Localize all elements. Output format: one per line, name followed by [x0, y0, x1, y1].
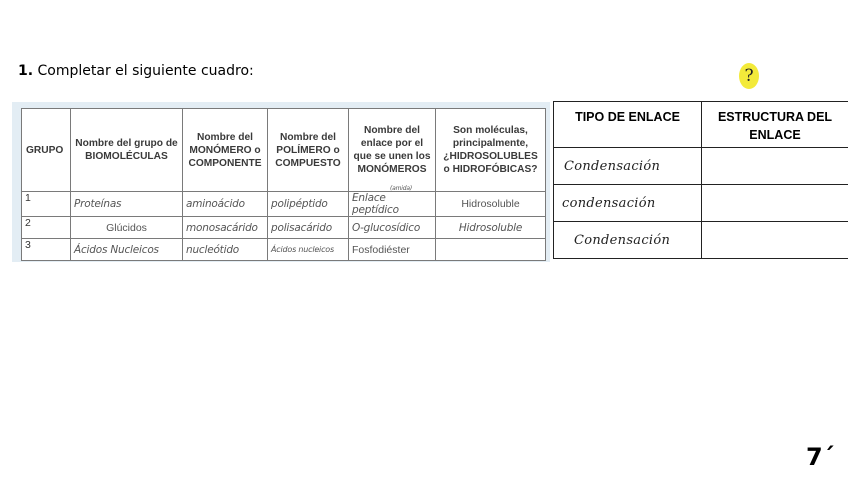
solubilidad-cell: Hidrosoluble: [436, 217, 546, 239]
biomoleculas-cell: Proteínas: [71, 192, 183, 217]
header-estructura-enlace: ESTRUCTURA DEL ENLACE: [702, 102, 848, 148]
table-row: [554, 222, 848, 259]
enlace-note: (amida): [390, 185, 412, 192]
estructura-cell: [702, 185, 848, 222]
header-tipo-enlace: TIPO DE ENLACE: [554, 102, 702, 148]
polimero-cell: polipéptido: [268, 192, 349, 217]
tipo-cell: Condensación: [554, 148, 702, 185]
tipo-cell: Condensación: [554, 222, 702, 259]
table-row: [554, 148, 848, 185]
biomoleculas-cell: Ácidos Nucleicos: [71, 239, 183, 261]
enlace-text: Enlace peptídico: [352, 192, 399, 216]
biomolecules-table: [21, 108, 546, 261]
header-row: [554, 102, 848, 148]
table-row: [22, 239, 546, 261]
estructura-cell: [702, 222, 848, 259]
estructura-cell: [702, 148, 848, 185]
header-solubilidad: Son moléculas, principalmente, ¿HIDROSOLUBLES o HIDROFÓBICAS?: [436, 109, 546, 192]
enlace-cell: O-glucosídico: [349, 217, 436, 239]
question-mark-icon: ?: [739, 63, 759, 89]
biomoleculas-cell: Glúcidos: [71, 217, 183, 239]
tipo-cell: condensación: [554, 185, 702, 222]
monomero-cell: aminoácido: [183, 192, 268, 217]
enlace-cell: Fosfodiéster: [349, 239, 436, 261]
polimero-cell: polisacárido: [268, 217, 349, 239]
table-row: [22, 192, 546, 217]
solubilidad-cell: [436, 239, 546, 261]
bond-table: [553, 101, 848, 259]
table-row: [554, 185, 848, 222]
instruction-number: 1.: [18, 63, 34, 79]
table-row: [22, 217, 546, 239]
header-grupo: GRUPO: [22, 109, 71, 192]
instruction: [18, 63, 254, 79]
monomero-cell: monosacárido: [183, 217, 268, 239]
monomero-cell: nucleótido: [183, 239, 268, 261]
solubilidad-cell: Hidrosoluble: [436, 192, 546, 217]
grupo-cell: 1: [22, 192, 71, 217]
instruction-text: Completar el siguiente cuadro:: [37, 63, 254, 79]
grupo-cell: 3: [22, 239, 71, 261]
header-monomero: Nombre del MONÓMERO o COMPONENTE: [183, 109, 268, 192]
score-mark: 7´: [806, 443, 835, 471]
grupo-cell: 2: [22, 217, 71, 239]
header-polimero: Nombre del POLÍMERO o COMPUESTO: [268, 109, 349, 192]
enlace-cell: [349, 185, 436, 217]
header-enlace: Nombre del enlace por el que se unen los MONÓMEROS: [349, 109, 436, 192]
header-row: [22, 109, 546, 192]
polimero-cell: Ácidos nucleicos: [268, 239, 349, 261]
biomolecules-table-scan: [12, 102, 550, 262]
header-biomoleculas: Nombre del grupo de BIOMOLÉCULAS: [71, 109, 183, 192]
